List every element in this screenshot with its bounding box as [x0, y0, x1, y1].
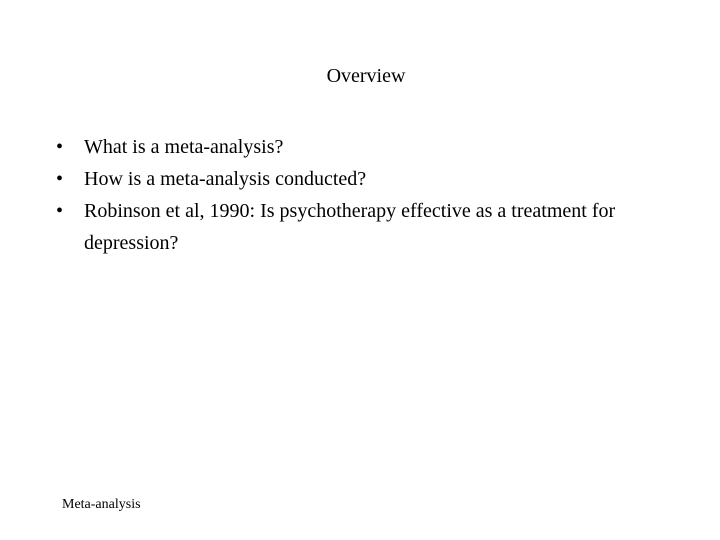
bullet-text: How is a meta-analysis conducted?	[84, 168, 367, 190]
bullet-icon: •	[56, 168, 64, 190]
bullet-list	[56, 131, 656, 259]
slide-title: Overview	[326, 65, 406, 87]
bullet-text: Robinson et al, 1990: Is psychotherapy effective as a treatment for depression?	[84, 200, 616, 254]
bullet-item	[56, 131, 656, 163]
bullet-item	[56, 163, 656, 195]
bullet-icon: •	[56, 200, 64, 222]
bullet-icon: •	[56, 136, 64, 158]
bullet-text: What is a meta-analysis?	[84, 136, 284, 158]
footer-label: Meta-analysis	[62, 497, 141, 512]
bullet-item	[56, 195, 656, 259]
